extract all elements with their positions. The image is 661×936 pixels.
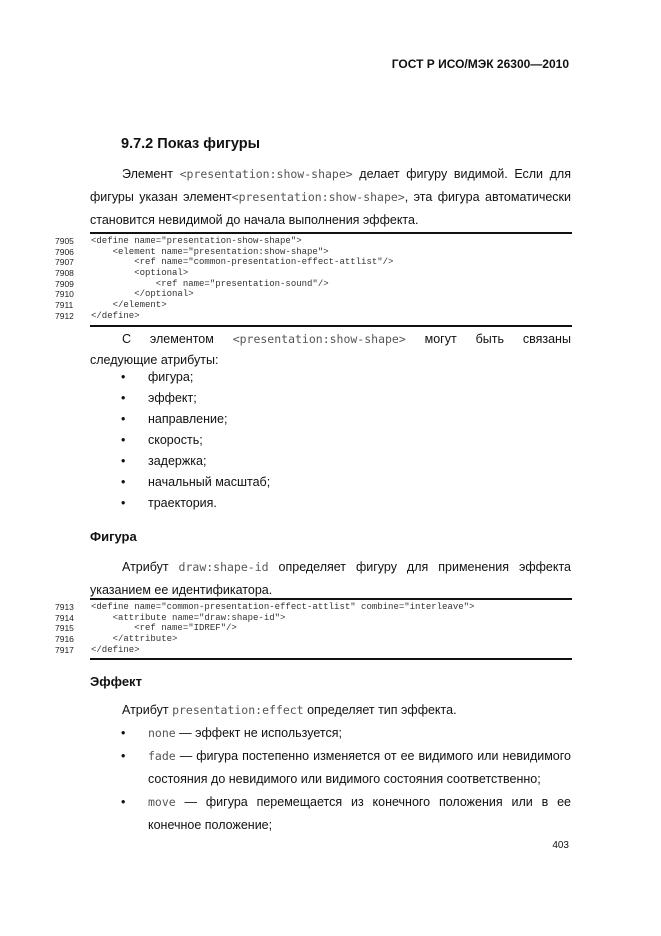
intro-code-2: <presentation:show-shape> xyxy=(231,190,405,204)
code-line xyxy=(55,602,572,613)
figure-paragraph xyxy=(90,556,571,602)
code-text: </element> xyxy=(91,300,167,311)
list-item xyxy=(121,496,217,510)
code-line xyxy=(55,612,572,624)
line-number: 7916 xyxy=(55,634,74,645)
attrs-intro-word-c: могут xyxy=(424,332,457,346)
line-number: 7912 xyxy=(55,310,74,321)
list-item-text: задержка; xyxy=(148,454,207,468)
line-number: 7917 xyxy=(55,644,74,655)
line-number: 7910 xyxy=(55,289,74,300)
list-item-text: фигура; xyxy=(148,370,194,384)
line-number: 7906 xyxy=(55,246,74,257)
list-item xyxy=(121,391,197,405)
intro-text-b: делает фигуру видимой. Если для фигуры указан элемент xyxy=(90,167,571,204)
list-item xyxy=(121,433,203,447)
bullet-icon: • xyxy=(121,726,126,740)
document-header: ГОСТ Р ИСО/МЭК 26300—2010 xyxy=(391,57,569,71)
bullet-icon: • xyxy=(121,454,126,468)
code-line xyxy=(55,246,572,258)
list-item-text: направление; xyxy=(148,412,228,426)
code-text: <ref name="common-presentation-effect-attlist"/> xyxy=(91,257,394,268)
bullet-icon: • xyxy=(121,391,126,405)
bullet-icon: • xyxy=(121,475,126,489)
effect-value-code: fade xyxy=(148,749,176,763)
code-text: <define name="presentation-show-shape"> xyxy=(91,236,302,246)
code-line xyxy=(55,257,572,268)
list-item xyxy=(121,370,193,384)
code-line xyxy=(55,623,572,634)
code-line xyxy=(55,278,572,290)
code-text: <ref name="presentation-sound"/> xyxy=(91,278,329,289)
line-number: 7905 xyxy=(55,236,74,246)
line-number: 7907 xyxy=(55,257,74,268)
bullet-icon: • xyxy=(121,749,126,763)
line-number: 7911 xyxy=(55,300,74,311)
figure-text-a: Атрибут xyxy=(122,560,179,574)
list-item-body xyxy=(148,722,571,745)
effect-text-b: определяет тип эффекта. xyxy=(303,703,457,717)
attrs-intro-code: <presentation:show-shape> xyxy=(232,332,406,346)
attrs-intro-line2: следующие атрибуты: xyxy=(90,353,219,367)
figure-section-title: Фигура xyxy=(90,529,137,544)
code-line xyxy=(55,644,572,656)
line-number: 7909 xyxy=(55,278,74,289)
intro-code-1: <presentation:show-shape> xyxy=(179,167,353,181)
list-item xyxy=(121,475,270,489)
bullet-icon: • xyxy=(121,433,126,447)
code-text: <ref name="IDREF"/> xyxy=(91,623,237,634)
list-item xyxy=(121,412,227,426)
code-text: <attribute name="draw:shape-id"> xyxy=(91,612,286,623)
effect-value-code: none xyxy=(148,726,176,740)
list-item-body xyxy=(148,745,571,791)
list-item xyxy=(121,722,571,745)
code-block-2 xyxy=(55,598,572,660)
code-text: <define name="common-presentation-effect-attlist" combine="interleave"> xyxy=(91,602,475,612)
figure-text-b: определяет фигуру для применения эффекта указанием ее идентификатора. xyxy=(90,560,571,597)
code-block-1 xyxy=(55,232,572,327)
bullet-icon: • xyxy=(121,795,126,809)
effect-value-text: — фигура перемещается из конечного положения или в ее конечное положение; xyxy=(148,795,571,832)
list-item-body xyxy=(148,791,571,837)
effect-paragraph xyxy=(90,699,571,722)
page-number: 403 xyxy=(552,840,569,851)
bullet-icon: • xyxy=(121,412,126,426)
code-line xyxy=(55,289,572,300)
section-title: 9.7.2 Показ фигуры xyxy=(121,136,261,152)
code-line xyxy=(55,268,572,279)
bullet-icon: • xyxy=(121,370,126,384)
code-line xyxy=(55,236,572,247)
code-text: </define> xyxy=(91,644,140,655)
list-item-text: эффект; xyxy=(148,391,197,405)
code-line xyxy=(55,634,572,645)
line-number: 7915 xyxy=(55,623,74,634)
line-number: 7908 xyxy=(55,268,74,279)
effect-section-title: Эффект xyxy=(90,674,142,689)
code-text: <element name="presentation:show-shape"> xyxy=(91,246,329,257)
attrs-intro-word-a: С xyxy=(122,332,132,346)
effect-value-text: — фигура постепенно изменяется от ее видимого или невидимого состояния до невидимого или видимого состояния соответственно; xyxy=(148,749,571,786)
attrs-intro-line1 xyxy=(90,328,571,351)
effect-value-code: move xyxy=(148,795,176,809)
list-item xyxy=(121,454,206,468)
list-item xyxy=(121,745,571,791)
code-text: </attribute> xyxy=(91,634,178,645)
effect-text-a: Атрибут xyxy=(122,703,173,717)
list-item-text: начальный масштаб; xyxy=(148,475,271,489)
code-text: </optional> xyxy=(91,289,194,300)
intro-paragraph xyxy=(90,163,571,232)
list-item-text: траектория. xyxy=(148,496,217,510)
effect-code: presentation:effect xyxy=(172,703,304,717)
figure-code: draw:shape-id xyxy=(178,560,269,574)
intro-text-a: Элемент xyxy=(122,167,180,181)
code-line xyxy=(55,300,572,311)
code-text: <optional> xyxy=(91,268,189,279)
attrs-intro-word-b: элементом xyxy=(149,332,214,346)
intro-text-c: , эта фигура автоматически становится невидимой до начала выполнения эффекта. xyxy=(90,190,571,227)
list-item-text: скорость; xyxy=(148,433,203,447)
line-number: 7913 xyxy=(55,602,74,612)
code-line xyxy=(55,310,572,322)
bullet-icon: • xyxy=(121,496,126,510)
attrs-intro-word-e: связаны xyxy=(522,332,571,346)
list-item xyxy=(121,791,571,837)
attrs-intro-word-d: быть xyxy=(475,332,504,346)
line-number: 7914 xyxy=(55,612,74,623)
effect-value-text: — эффект не используется; xyxy=(175,726,342,740)
code-text: </define> xyxy=(91,310,140,321)
